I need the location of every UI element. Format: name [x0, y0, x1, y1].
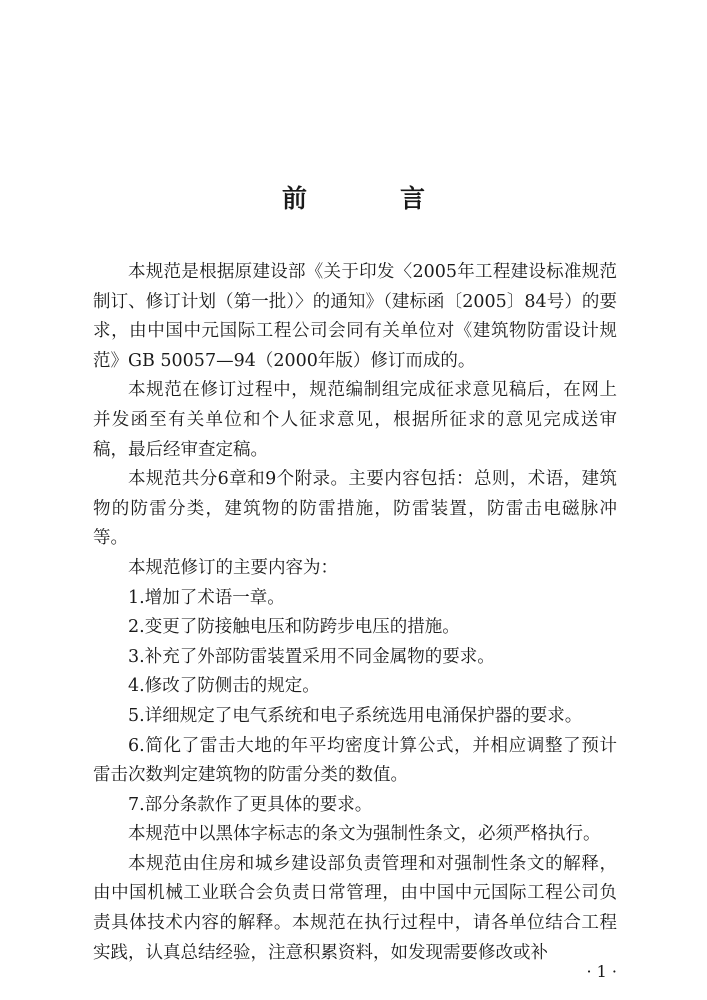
paragraph: 本规范中以黑体字标志的条文为强制性条文，必须严格执行。 [128, 824, 601, 845]
list-item: 7.部分条款作了更具体的要求。 [128, 794, 373, 815]
list-item: 5.详细规定了电气系统和电子系统选用电涌保护器的要求。 [128, 705, 583, 726]
page-number: · 1 · [586, 962, 617, 981]
paragraph: 本规范由住房和城乡建设部负责管理和对强制性条文的解释，由中国机械工业联合会负责日常管理，由中国中元国际工程公司负责具体技术内容的解释。本规范在执行过程中，请各单位结合工程实践，认真总结经验，注意积累资料，如发现需要修改或补 [93, 853, 617, 963]
paragraph: 本规范修订的主要内容为： [128, 557, 338, 578]
list-item: 1.增加了术语一章。 [128, 587, 285, 608]
list-item: 4.修改了防侧击的规定。 [128, 676, 320, 697]
paragraph: 本规范共分6章和9个附录。主要内容包括：总则，术语，建筑物的防雷分类，建筑物的防雷措施，防雷装置，防雷击电磁脉冲等。 [93, 469, 617, 549]
body-text [93, 258, 617, 968]
list-item: 3.补充了外部防雷装置采用不同金属物的要求。 [128, 646, 495, 667]
paragraph: 本规范是根据原建设部《关于印发〈2005年工程建设标准规范制订、修订计划（第一批）〉的通知》（建标函〔2005〕84号）的要求，由中国中元国际工程公司会同有关单位对《建筑物防雷设计规范》GB 50057—94（2000年版）修订而成的。 [93, 262, 617, 371]
paragraph: 本规范在修订过程中，规范编制组完成征求意见稿后，在网上并发函至有关单位和个人征求意见，根据所征求的意见完成送审稿，最后经审查定稿。 [93, 380, 617, 460]
list-item: 2.变更了防接触电压和防跨步电压的措施。 [128, 617, 460, 638]
list-item: 6.简化了雷击大地的年平均密度计算公式，并相应调整了预计雷击次数判定建筑物的防雷分类的数值。 [93, 735, 617, 786]
page-title: 前 言 [281, 184, 459, 213]
